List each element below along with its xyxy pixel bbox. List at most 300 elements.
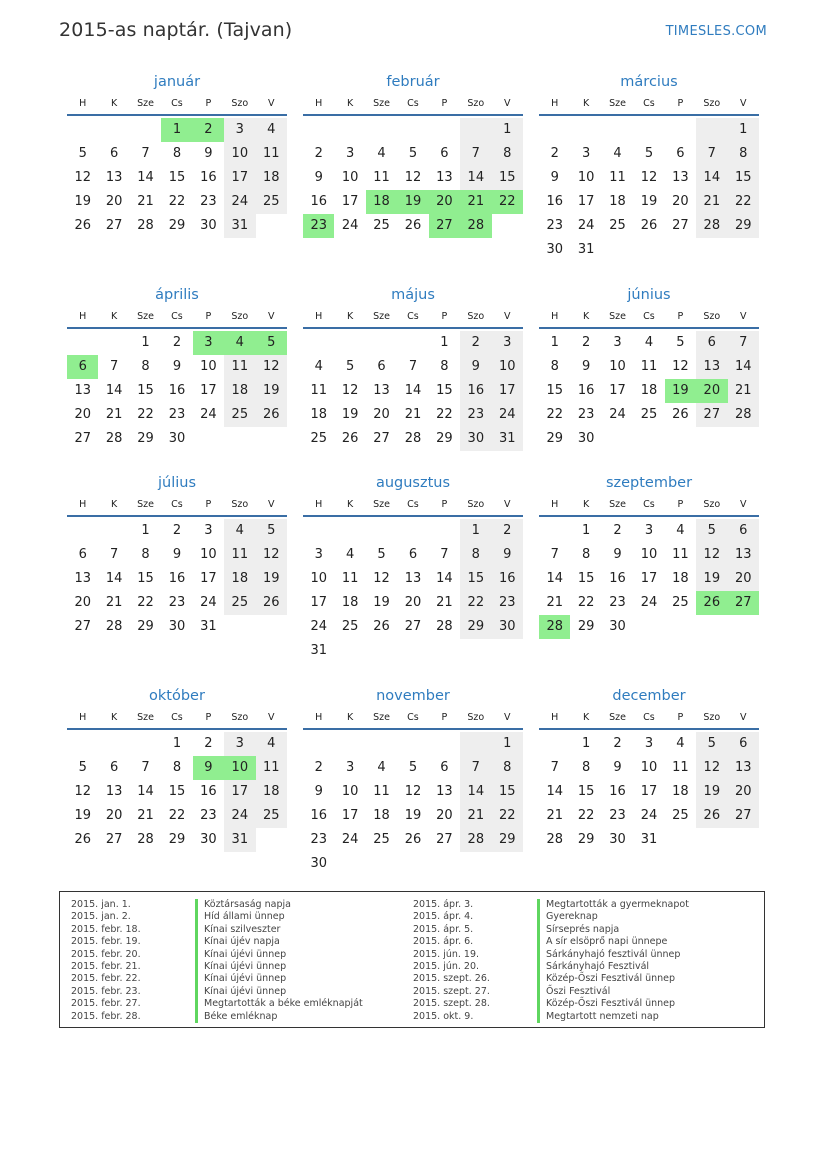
week-row <box>303 639 523 663</box>
empty-day-cell <box>429 852 460 876</box>
month-name: április <box>155 287 199 303</box>
day-cell: 18 <box>609 194 626 209</box>
week-row <box>303 427 523 451</box>
holiday-name: Béke emléknap <box>195 1011 277 1023</box>
holiday-name: Kínai újévi ünnep <box>195 961 286 973</box>
legend-row <box>413 961 689 973</box>
day-cell: 26 <box>256 591 287 615</box>
day-cell: 8 <box>728 142 759 166</box>
empty-day-cell <box>728 615 759 639</box>
empty-day-cell <box>633 427 664 451</box>
day-cell: 2 <box>613 736 622 751</box>
day-cell: 13 <box>728 756 759 780</box>
day-cell: 30 <box>310 856 327 871</box>
day-cell: 25 <box>256 804 287 828</box>
day-cell: 9 <box>613 760 622 775</box>
legend-row <box>413 1011 689 1023</box>
weekday-label: P <box>677 499 684 510</box>
empty-day-cell <box>460 732 491 756</box>
legend-row <box>71 936 363 948</box>
week-row <box>539 331 759 355</box>
day-cell: 7 <box>440 547 449 562</box>
holiday-name: Híd állami ünnep <box>195 911 285 923</box>
day-cell: 1 <box>161 118 192 142</box>
day-cell: 12 <box>696 756 727 780</box>
weekday-label: Szo <box>703 98 721 109</box>
day-cell: 23 <box>310 832 327 847</box>
day-cell: 6 <box>377 359 386 374</box>
week-row <box>539 403 759 427</box>
legend-row <box>71 924 363 936</box>
day-cell: 19 <box>341 407 359 422</box>
empty-day-cell <box>67 732 98 756</box>
day-cell: 21 <box>546 595 563 610</box>
weekday-label: Szo <box>231 499 249 510</box>
empty-day-cell <box>224 615 255 639</box>
day-cell: 3 <box>492 331 523 355</box>
day-cell: 8 <box>172 146 182 161</box>
day-cell: 22 <box>546 407 563 422</box>
day-cell: 20 <box>728 567 759 591</box>
day-cell: 18 <box>224 379 255 403</box>
week-row <box>303 732 523 756</box>
empty-day-cell <box>334 519 365 543</box>
empty-day-cell <box>602 427 633 451</box>
week-row <box>67 567 287 591</box>
day-cell: 23 <box>168 407 186 422</box>
day-cell: 29 <box>492 828 523 852</box>
weekday-label: V <box>267 712 275 723</box>
day-cell: 24 <box>200 407 217 422</box>
holiday-date: 2015. okt. 9. <box>413 1010 474 1022</box>
day-cell: 1 <box>581 523 591 538</box>
brand-link[interactable]: TIMESLES.COM <box>665 24 767 39</box>
weekday-label: Szo <box>231 98 249 109</box>
holiday-date: 2015. febr. 27. <box>71 998 141 1010</box>
empty-day-cell <box>67 118 98 142</box>
day-cell: 5 <box>345 359 355 374</box>
day-cell: 3 <box>314 547 323 562</box>
day-cell: 11 <box>224 543 255 567</box>
day-cell: 16 <box>609 784 626 799</box>
holiday-date: 2015. jan. 1. <box>71 899 131 910</box>
holiday-name: Kínai újévi ünnep <box>195 949 286 961</box>
day-cell: 15 <box>137 571 154 586</box>
day-cell: 15 <box>577 571 595 586</box>
month-block <box>539 686 759 852</box>
empty-day-cell <box>303 331 334 355</box>
day-cell: 27 <box>105 218 123 233</box>
weekday-header <box>539 495 759 517</box>
day-cell: 20 <box>105 194 123 209</box>
weekday-label: K <box>347 98 354 109</box>
week-row <box>67 732 287 756</box>
weekday-label: K <box>347 712 354 723</box>
week-row <box>539 427 759 451</box>
week-row <box>539 355 759 379</box>
day-cell: 23 <box>460 403 491 427</box>
holiday-name: Őszi Fesztivál <box>537 986 610 998</box>
weekday-label: Cs <box>407 311 419 322</box>
day-cell: 11 <box>373 784 390 799</box>
month-block <box>67 473 287 639</box>
day-cell: 10 <box>224 142 255 166</box>
day-cell: 5 <box>696 519 727 543</box>
week-row <box>539 567 759 591</box>
holiday-date: 2015. szept. 28. <box>413 998 490 1010</box>
day-cell: 23 <box>492 591 523 615</box>
weekday-label: K <box>111 712 118 723</box>
holiday-date: 2015. ápr. 5. <box>413 923 474 935</box>
day-cell: 22 <box>168 194 186 209</box>
empty-day-cell <box>665 828 696 852</box>
week-row <box>303 118 523 142</box>
weekday-label: Cs <box>643 98 655 109</box>
day-cell: 12 <box>341 383 359 398</box>
empty-day-cell <box>397 639 428 663</box>
day-cell: 18 <box>224 567 255 591</box>
day-cell: 11 <box>256 756 287 780</box>
day-cell: 26 <box>696 804 727 828</box>
weekday-label: V <box>503 311 511 322</box>
day-cell: 27 <box>74 431 91 446</box>
day-cell: 24 <box>640 595 658 610</box>
day-cell: 8 <box>460 543 491 567</box>
day-cell: 2 <box>172 335 182 350</box>
day-cell: 14 <box>460 166 491 190</box>
holiday-date: 2015. febr. 22. <box>71 973 141 985</box>
day-cell: 4 <box>224 331 255 355</box>
day-cell: 4 <box>644 335 654 350</box>
day-cell: 19 <box>404 808 422 823</box>
day-cell: 28 <box>460 214 491 238</box>
day-cell: 21 <box>137 808 154 823</box>
day-cell: 2 <box>460 331 491 355</box>
day-cell: 5 <box>78 146 87 161</box>
day-cell: 22 <box>460 591 491 615</box>
weekday-label: V <box>739 98 747 109</box>
day-cell: 28 <box>404 431 422 446</box>
day-cell: 28 <box>105 619 123 634</box>
day-cell: 18 <box>672 784 689 799</box>
day-cell: 29 <box>436 431 453 446</box>
day-cell: 11 <box>310 383 327 398</box>
empty-day-cell <box>429 732 460 756</box>
day-cell: 28 <box>460 828 491 852</box>
day-cell: 14 <box>137 784 154 799</box>
day-cell: 15 <box>728 166 759 190</box>
day-cell: 12 <box>404 170 422 185</box>
month-block <box>539 473 759 639</box>
weekday-header <box>303 495 523 517</box>
day-cell: 8 <box>581 760 591 775</box>
day-cell: 6 <box>696 331 727 355</box>
weekday-label: Sze <box>609 499 626 510</box>
day-cell: 1 <box>141 523 150 538</box>
day-cell: 2 <box>613 523 622 538</box>
day-cell: 17 <box>310 595 327 610</box>
day-cell: 28 <box>546 832 563 847</box>
weekday-label: H <box>315 311 323 322</box>
day-cell: 30 <box>609 619 626 634</box>
empty-day-cell <box>602 118 633 142</box>
day-cell: 10 <box>200 547 217 562</box>
weekday-label: Szo <box>703 311 721 322</box>
day-cell: 18 <box>373 808 390 823</box>
weekday-label: Sze <box>609 311 626 322</box>
day-cell: 28 <box>539 615 570 639</box>
weekday-label: Sze <box>137 712 154 723</box>
weekday-label: Szo <box>467 499 485 510</box>
day-cell: 29 <box>460 615 491 639</box>
day-cell: 27 <box>728 591 759 615</box>
day-cell: 13 <box>404 571 422 586</box>
week-row <box>67 591 287 615</box>
weekday-label: K <box>111 98 118 109</box>
empty-day-cell <box>334 732 365 756</box>
day-cell: 21 <box>137 194 154 209</box>
day-cell: 6 <box>728 732 759 756</box>
day-cell: 12 <box>74 784 91 799</box>
weekday-label: H <box>79 98 87 109</box>
day-cell: 15 <box>492 780 523 804</box>
day-cell: 12 <box>696 543 727 567</box>
day-cell: 19 <box>696 780 727 804</box>
day-cell: 13 <box>436 784 453 799</box>
weekday-label: Cs <box>407 499 419 510</box>
weekday-label: Cs <box>643 712 655 723</box>
day-cell: 27 <box>404 619 422 634</box>
day-cell: 27 <box>373 431 390 446</box>
day-cell: 27 <box>672 218 689 233</box>
day-cell: 5 <box>256 519 287 543</box>
day-cell: 31 <box>640 832 658 847</box>
day-cell: 7 <box>141 146 150 161</box>
day-cell: 19 <box>256 379 287 403</box>
day-cell: 24 <box>341 832 359 847</box>
day-cell: 7 <box>141 760 150 775</box>
day-cell: 23 <box>577 407 595 422</box>
weekday-label: Sze <box>137 98 154 109</box>
day-cell: 5 <box>676 335 685 350</box>
day-cell: 7 <box>109 359 119 374</box>
day-cell: 22 <box>137 407 154 422</box>
week-row <box>539 543 759 567</box>
month-name: október <box>149 688 205 704</box>
day-cell: 23 <box>546 218 563 233</box>
day-cell: 4 <box>224 519 255 543</box>
day-cell: 11 <box>609 170 626 185</box>
day-cell: 10 <box>224 756 255 780</box>
empty-day-cell <box>539 732 570 756</box>
day-cell: 12 <box>256 355 287 379</box>
weekday-label: P <box>441 499 448 510</box>
day-cell: 20 <box>74 407 91 422</box>
week-row <box>303 166 523 190</box>
day-cell: 8 <box>492 756 523 780</box>
day-cell: 25 <box>224 591 255 615</box>
day-cell: 17 <box>492 379 523 403</box>
day-cell: 10 <box>577 170 595 185</box>
weekday-label: H <box>79 712 87 723</box>
weekday-label: Szo <box>703 499 721 510</box>
day-cell: 26 <box>256 403 287 427</box>
day-cell: 28 <box>105 431 123 446</box>
empty-day-cell <box>67 519 98 543</box>
month-name: szeptember <box>605 475 693 491</box>
holiday-date: 2015. jún. 19. <box>413 948 480 960</box>
legend-row <box>413 924 689 936</box>
day-cell: 15 <box>460 567 491 591</box>
day-cell: 20 <box>728 780 759 804</box>
day-cell: 4 <box>613 146 622 161</box>
month-name: augusztus <box>375 475 451 491</box>
week-row <box>539 519 759 543</box>
empty-day-cell <box>303 732 334 756</box>
weekday-label: K <box>583 311 590 322</box>
weekday-label: Cs <box>643 311 655 322</box>
legend-row <box>71 973 363 985</box>
day-cell: 13 <box>436 170 453 185</box>
week-row <box>303 804 523 828</box>
day-cell: 30 <box>609 832 626 847</box>
day-cell: 1 <box>460 519 491 543</box>
day-cell: 22 <box>168 808 186 823</box>
day-cell: 15 <box>546 383 563 398</box>
weekday-header <box>539 708 759 730</box>
day-cell: 30 <box>577 431 595 446</box>
day-cell: 14 <box>728 355 759 379</box>
weekday-label: Sze <box>373 499 390 510</box>
day-cell: 2 <box>492 519 523 543</box>
day-cell: 24 <box>200 595 217 610</box>
day-cell: 28 <box>137 832 154 847</box>
day-cell: 22 <box>577 808 595 823</box>
day-cell: 29 <box>137 619 154 634</box>
week-row <box>539 190 759 214</box>
weekday-label: V <box>503 499 511 510</box>
day-cell: 20 <box>105 808 123 823</box>
weekday-label: V <box>739 311 747 322</box>
day-cell: 16 <box>609 571 626 586</box>
weekday-label: Szo <box>703 712 721 723</box>
holiday-date: 2015. febr. 28. <box>71 1010 141 1022</box>
day-cell: 12 <box>404 784 422 799</box>
legend-row <box>413 986 689 998</box>
day-cell: 19 <box>665 379 696 403</box>
holiday-date: 2015. febr. 19. <box>71 936 141 948</box>
holiday-date: 2015. szept. 26. <box>413 973 490 985</box>
day-cell: 16 <box>546 194 563 209</box>
week-row <box>67 142 287 166</box>
day-cell: 7 <box>109 547 119 562</box>
day-cell: 4 <box>377 146 386 161</box>
empty-day-cell <box>98 732 129 756</box>
empty-day-cell <box>366 118 397 142</box>
day-cell: 3 <box>193 331 224 355</box>
holiday-name: Kínai szilveszter <box>195 924 280 936</box>
legend-row <box>71 986 363 998</box>
weekday-label: H <box>79 311 87 322</box>
week-row <box>67 427 287 451</box>
day-cell: 21 <box>436 595 453 610</box>
day-cell: 20 <box>74 595 91 610</box>
day-cell: 21 <box>404 407 422 422</box>
day-cell: 8 <box>581 547 591 562</box>
weekday-label: Sze <box>137 311 154 322</box>
weekday-label: K <box>111 311 118 322</box>
week-row <box>67 379 287 403</box>
day-cell: 6 <box>408 547 418 562</box>
week-row <box>303 780 523 804</box>
weekday-header <box>303 307 523 329</box>
day-cell: 29 <box>577 619 595 634</box>
day-cell: 15 <box>137 383 154 398</box>
day-cell: 14 <box>105 571 123 586</box>
weekday-label: K <box>583 98 590 109</box>
day-cell: 4 <box>345 547 355 562</box>
day-cell: 2 <box>193 118 224 142</box>
day-cell: 26 <box>341 431 359 446</box>
weekday-label: Cs <box>171 98 183 109</box>
weekday-header <box>539 94 759 116</box>
day-cell: 17 <box>224 780 255 804</box>
day-cell: 11 <box>224 355 255 379</box>
day-cell: 12 <box>640 170 658 185</box>
day-cell: 13 <box>728 543 759 567</box>
day-cell: 26 <box>696 591 727 615</box>
month-block <box>303 72 523 238</box>
day-cell: 16 <box>310 194 327 209</box>
page-title: 2015-as naptár. (Tajvan) <box>59 19 293 41</box>
holiday-name: Sírseprés napja <box>537 924 619 936</box>
week-row <box>303 379 523 403</box>
day-cell: 23 <box>200 194 217 209</box>
day-cell: 16 <box>168 383 186 398</box>
empty-day-cell <box>602 238 633 262</box>
empty-day-cell <box>539 519 570 543</box>
empty-day-cell <box>665 118 696 142</box>
day-cell: 4 <box>377 760 386 775</box>
day-cell: 10 <box>310 571 327 586</box>
legend-row <box>413 936 689 948</box>
week-row <box>67 804 287 828</box>
day-cell: 4 <box>314 359 323 374</box>
week-row <box>539 591 759 615</box>
day-cell: 5 <box>78 760 87 775</box>
legend-row <box>71 998 363 1010</box>
day-cell: 29 <box>577 832 595 847</box>
legend-row <box>413 998 689 1010</box>
week-row <box>539 118 759 142</box>
holiday-name: Megtartották a béke emléknapját <box>195 998 363 1010</box>
day-cell: 16 <box>200 170 217 185</box>
holiday-date: 2015. ápr. 6. <box>413 936 474 948</box>
empty-day-cell <box>460 852 491 876</box>
day-cell: 17 <box>200 571 217 586</box>
day-cell: 13 <box>105 784 123 799</box>
week-row <box>303 142 523 166</box>
day-cell: 16 <box>310 808 327 823</box>
empty-day-cell <box>256 828 287 852</box>
day-cell: 22 <box>492 190 523 214</box>
month-block <box>303 285 523 451</box>
weekday-label: Sze <box>609 98 626 109</box>
day-cell: 14 <box>105 383 123 398</box>
empty-day-cell <box>492 214 523 238</box>
holiday-date: 2015. szept. 27. <box>413 985 490 997</box>
empty-day-cell <box>334 118 365 142</box>
